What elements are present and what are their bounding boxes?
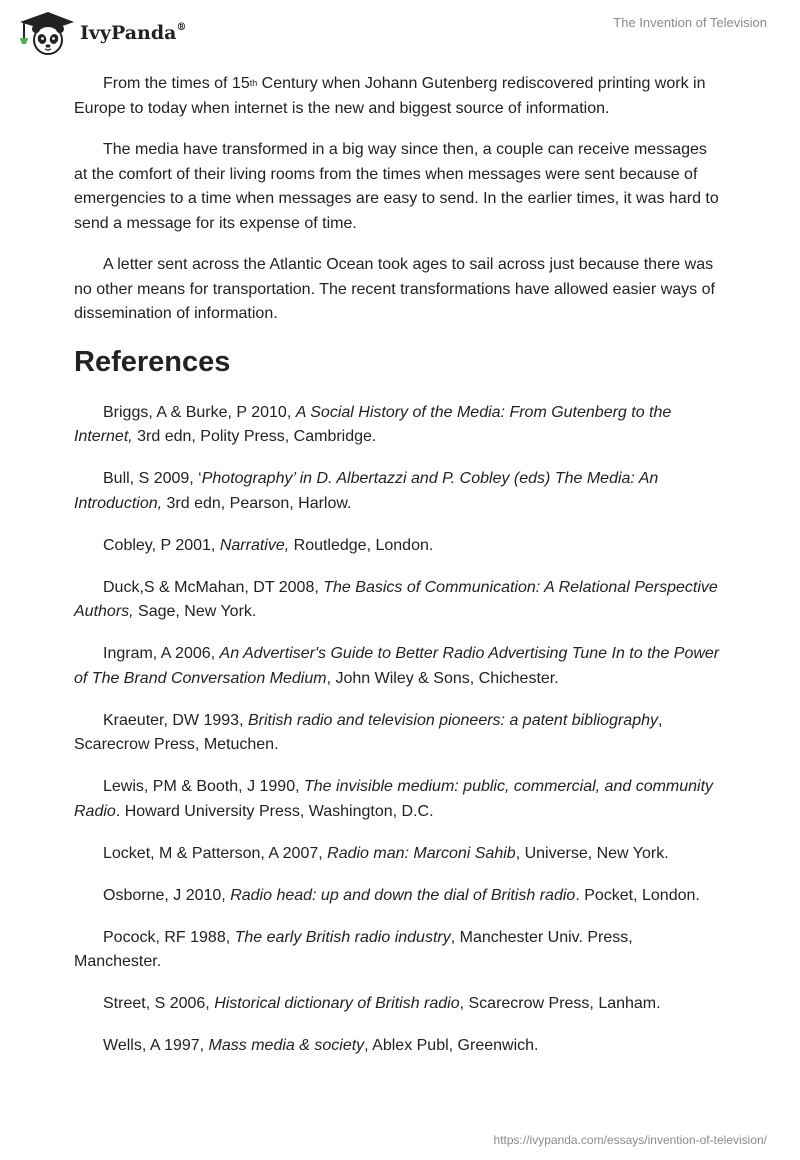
essay-content xyxy=(74,72,724,1076)
paragraph: From the times of 15th Century when Johann Gutenberg rediscovered printing work in Europe to today when internet is the new and biggest source of information. xyxy=(74,75,706,117)
paragraph: The media have transformed in a big way since then, a couple can receive messages at the comfort of their living rooms from the times when messages were sent because of emergencies to a time when messages are easy to send. In the earlier times, it was hard to send a message for its expense of time. xyxy=(74,141,719,232)
reference-item: Kraeuter, DW 1993, British radio and television pioneers: a patent bibliography, Scarecrow Press, Metuchen. xyxy=(74,711,663,753)
reference-item: Ingram, A 2006, An Advertiser's Guide to Better Radio Advertising Tune In to the Power of The Brand Conversation Medium, John Wiley & Sons, Chichester. xyxy=(74,645,720,687)
reference-item: Pocock, RF 1988, The early British radio industry, Manchester Univ. Press, Manchester. xyxy=(74,928,633,970)
document-title: The Invention of Television xyxy=(613,15,767,30)
reference-item: Locket, M & Patterson, A 2007, Radio man: Marconi Sahib, Universe, New York. xyxy=(103,844,669,862)
ivypanda-logo[interactable] xyxy=(14,8,186,56)
paragraph: A letter sent across the Atlantic Ocean took ages to sail across just because there was no other means for transportation. The recent transformations have allowed easier ways of dissemination of information. xyxy=(74,256,715,322)
references-heading: References xyxy=(74,345,231,378)
page-header xyxy=(0,0,800,60)
reference-item: Bull, S 2009, ‘Photography’ in D. Albertazzi and P. Cobley (eds) The Media: An Introduction, 3rd edn, Pearson, Harlow. xyxy=(74,470,659,512)
reference-item: Lewis, PM & Booth, J 1990, The invisible medium: public, commercial, and community Radio. Howard University Press, Washington, D.C. xyxy=(74,778,714,820)
source-url-link[interactable]: https://ivypanda.com/essays/invention-of-television/ xyxy=(493,1133,767,1147)
panda-graduation-cap-icon xyxy=(14,8,74,56)
reference-item: Street, S 2006, Historical dictionary of British radio, Scarecrow Press, Lanham. xyxy=(103,995,661,1012)
reference-item: Wells, A 1997, Mass media & society, Ablex Publ, Greenwich. xyxy=(103,1037,539,1054)
registered-mark: ® xyxy=(176,21,187,33)
reference-item: Briggs, A & Burke, P 2010, A Social History of the Media: From Gutenberg to the Internet, 3rd edn, Polity Press, Cambridge. xyxy=(74,403,672,445)
reference-item: Cobley, P 2001, Narrative, Routledge, London. xyxy=(103,536,434,554)
reference-item: Duck,S & McMahan, DT 2008, The Basics of Communication: A Relational Perspective Authors, Sage, New York. xyxy=(74,578,718,620)
brand-name: IvyPanda® xyxy=(80,21,187,44)
reference-item: Osborne, J 2010, Radio head: up and down the dial of British radio. Pocket, London. xyxy=(103,886,700,904)
